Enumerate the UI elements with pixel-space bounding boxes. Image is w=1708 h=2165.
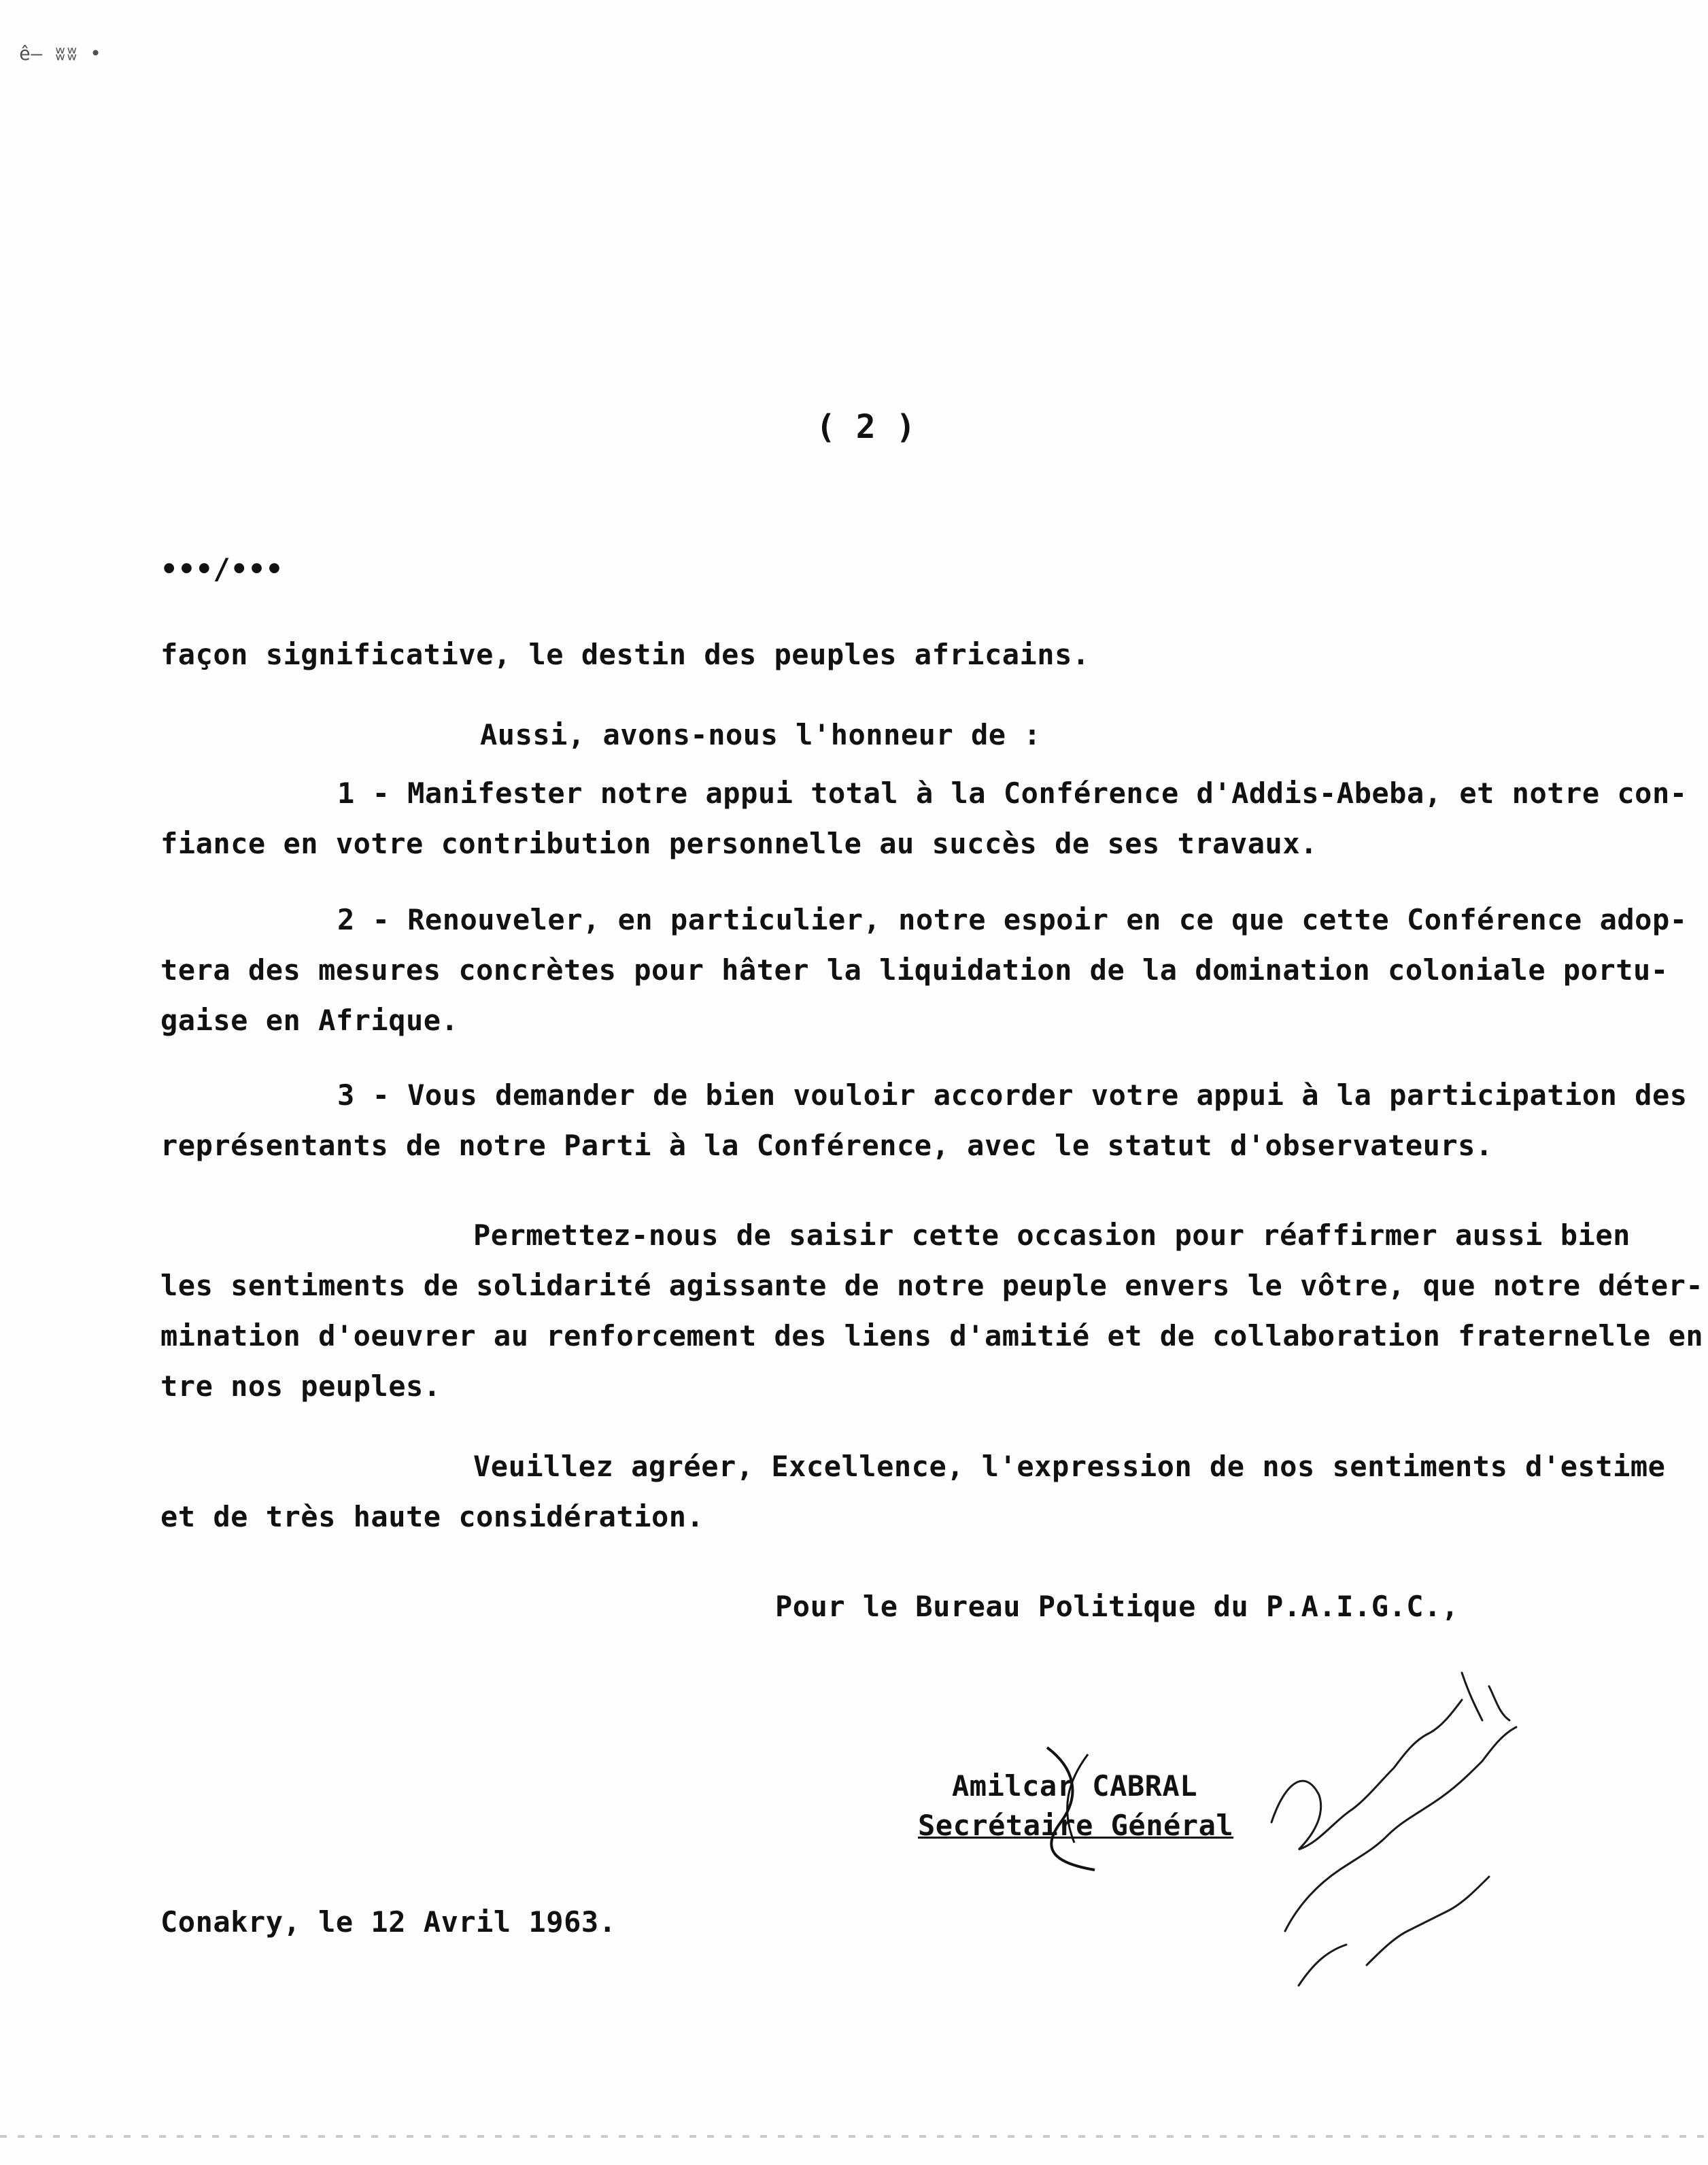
text-line: 3 - Vous demander de bien vouloir accorder votre appui à la participation des bbox=[337, 1078, 1688, 1112]
paragraph-item-2 bbox=[160, 895, 1688, 1046]
text-line: 2 - Renouveler, en particulier, notre espoir en ce que cette Conférence adop- bbox=[337, 903, 1688, 936]
signatory-name: Amilcar CABRAL bbox=[952, 1769, 1198, 1803]
paragraph-item-1 bbox=[160, 768, 1688, 869]
paragraph-intro bbox=[160, 630, 1561, 680]
page-number: ( 2 ) bbox=[816, 408, 916, 446]
paragraph-veuillez bbox=[160, 1442, 1666, 1542]
text-line: mination d'oeuvrer au renforcement des liens d'amitié et de collaboration fraternelle en bbox=[160, 1319, 1704, 1352]
text-line: façon significative, le destin des peuples africains. bbox=[160, 638, 1090, 671]
signatory-title: Secrétaire Général bbox=[918, 1809, 1234, 1842]
text-line: les sentiments de solidarité agissante de notre peuple envers le vôtre, que notre déter- bbox=[160, 1269, 1704, 1302]
text-line: tre nos peuples. bbox=[160, 1369, 441, 1403]
paragraph-item-3 bbox=[160, 1070, 1688, 1171]
text-line: Aussi, avons-nous l'honneur de : bbox=[480, 718, 1042, 751]
text-line: gaise en Afrique. bbox=[160, 1004, 459, 1037]
paragraph-aussi bbox=[160, 710, 1561, 760]
paragraph-permettez bbox=[160, 1210, 1704, 1412]
text-line: fiance en votre contribution personnelle au succès de ses travaux. bbox=[160, 827, 1318, 860]
text-line: Permettez-nous de saisir cette occasion pour réaffirmer aussi bien bbox=[473, 1218, 1630, 1252]
text-line: Veuillez agréer, Excellence, l'expression de nos sentiments d'estime bbox=[473, 1450, 1666, 1483]
scan-edge-line bbox=[0, 2135, 1708, 2138]
place-date: Conakry, le 12 Avril 1963. bbox=[160, 1905, 617, 1939]
text-line: tera des mesures concrètes pour hâter la liquidation de la domination coloniale portu- bbox=[160, 953, 1669, 987]
stray-mark: ê— ʬʬ • bbox=[19, 42, 102, 65]
text-line: 1 - Manifester notre appui total à la Conférence d'Addis-Abeba, et notre con- bbox=[337, 777, 1688, 810]
text-line: représentants de notre Parti à la Conférence, avec le statut d'observateurs. bbox=[160, 1129, 1493, 1162]
continuation-mark: •••/••• bbox=[160, 552, 284, 585]
closing-line: Pour le Bureau Politique du P.A.I.G.C., bbox=[775, 1590, 1459, 1623]
handwritten-note bbox=[1258, 1646, 1543, 2026]
text-line: et de très haute considération. bbox=[160, 1500, 704, 1533]
